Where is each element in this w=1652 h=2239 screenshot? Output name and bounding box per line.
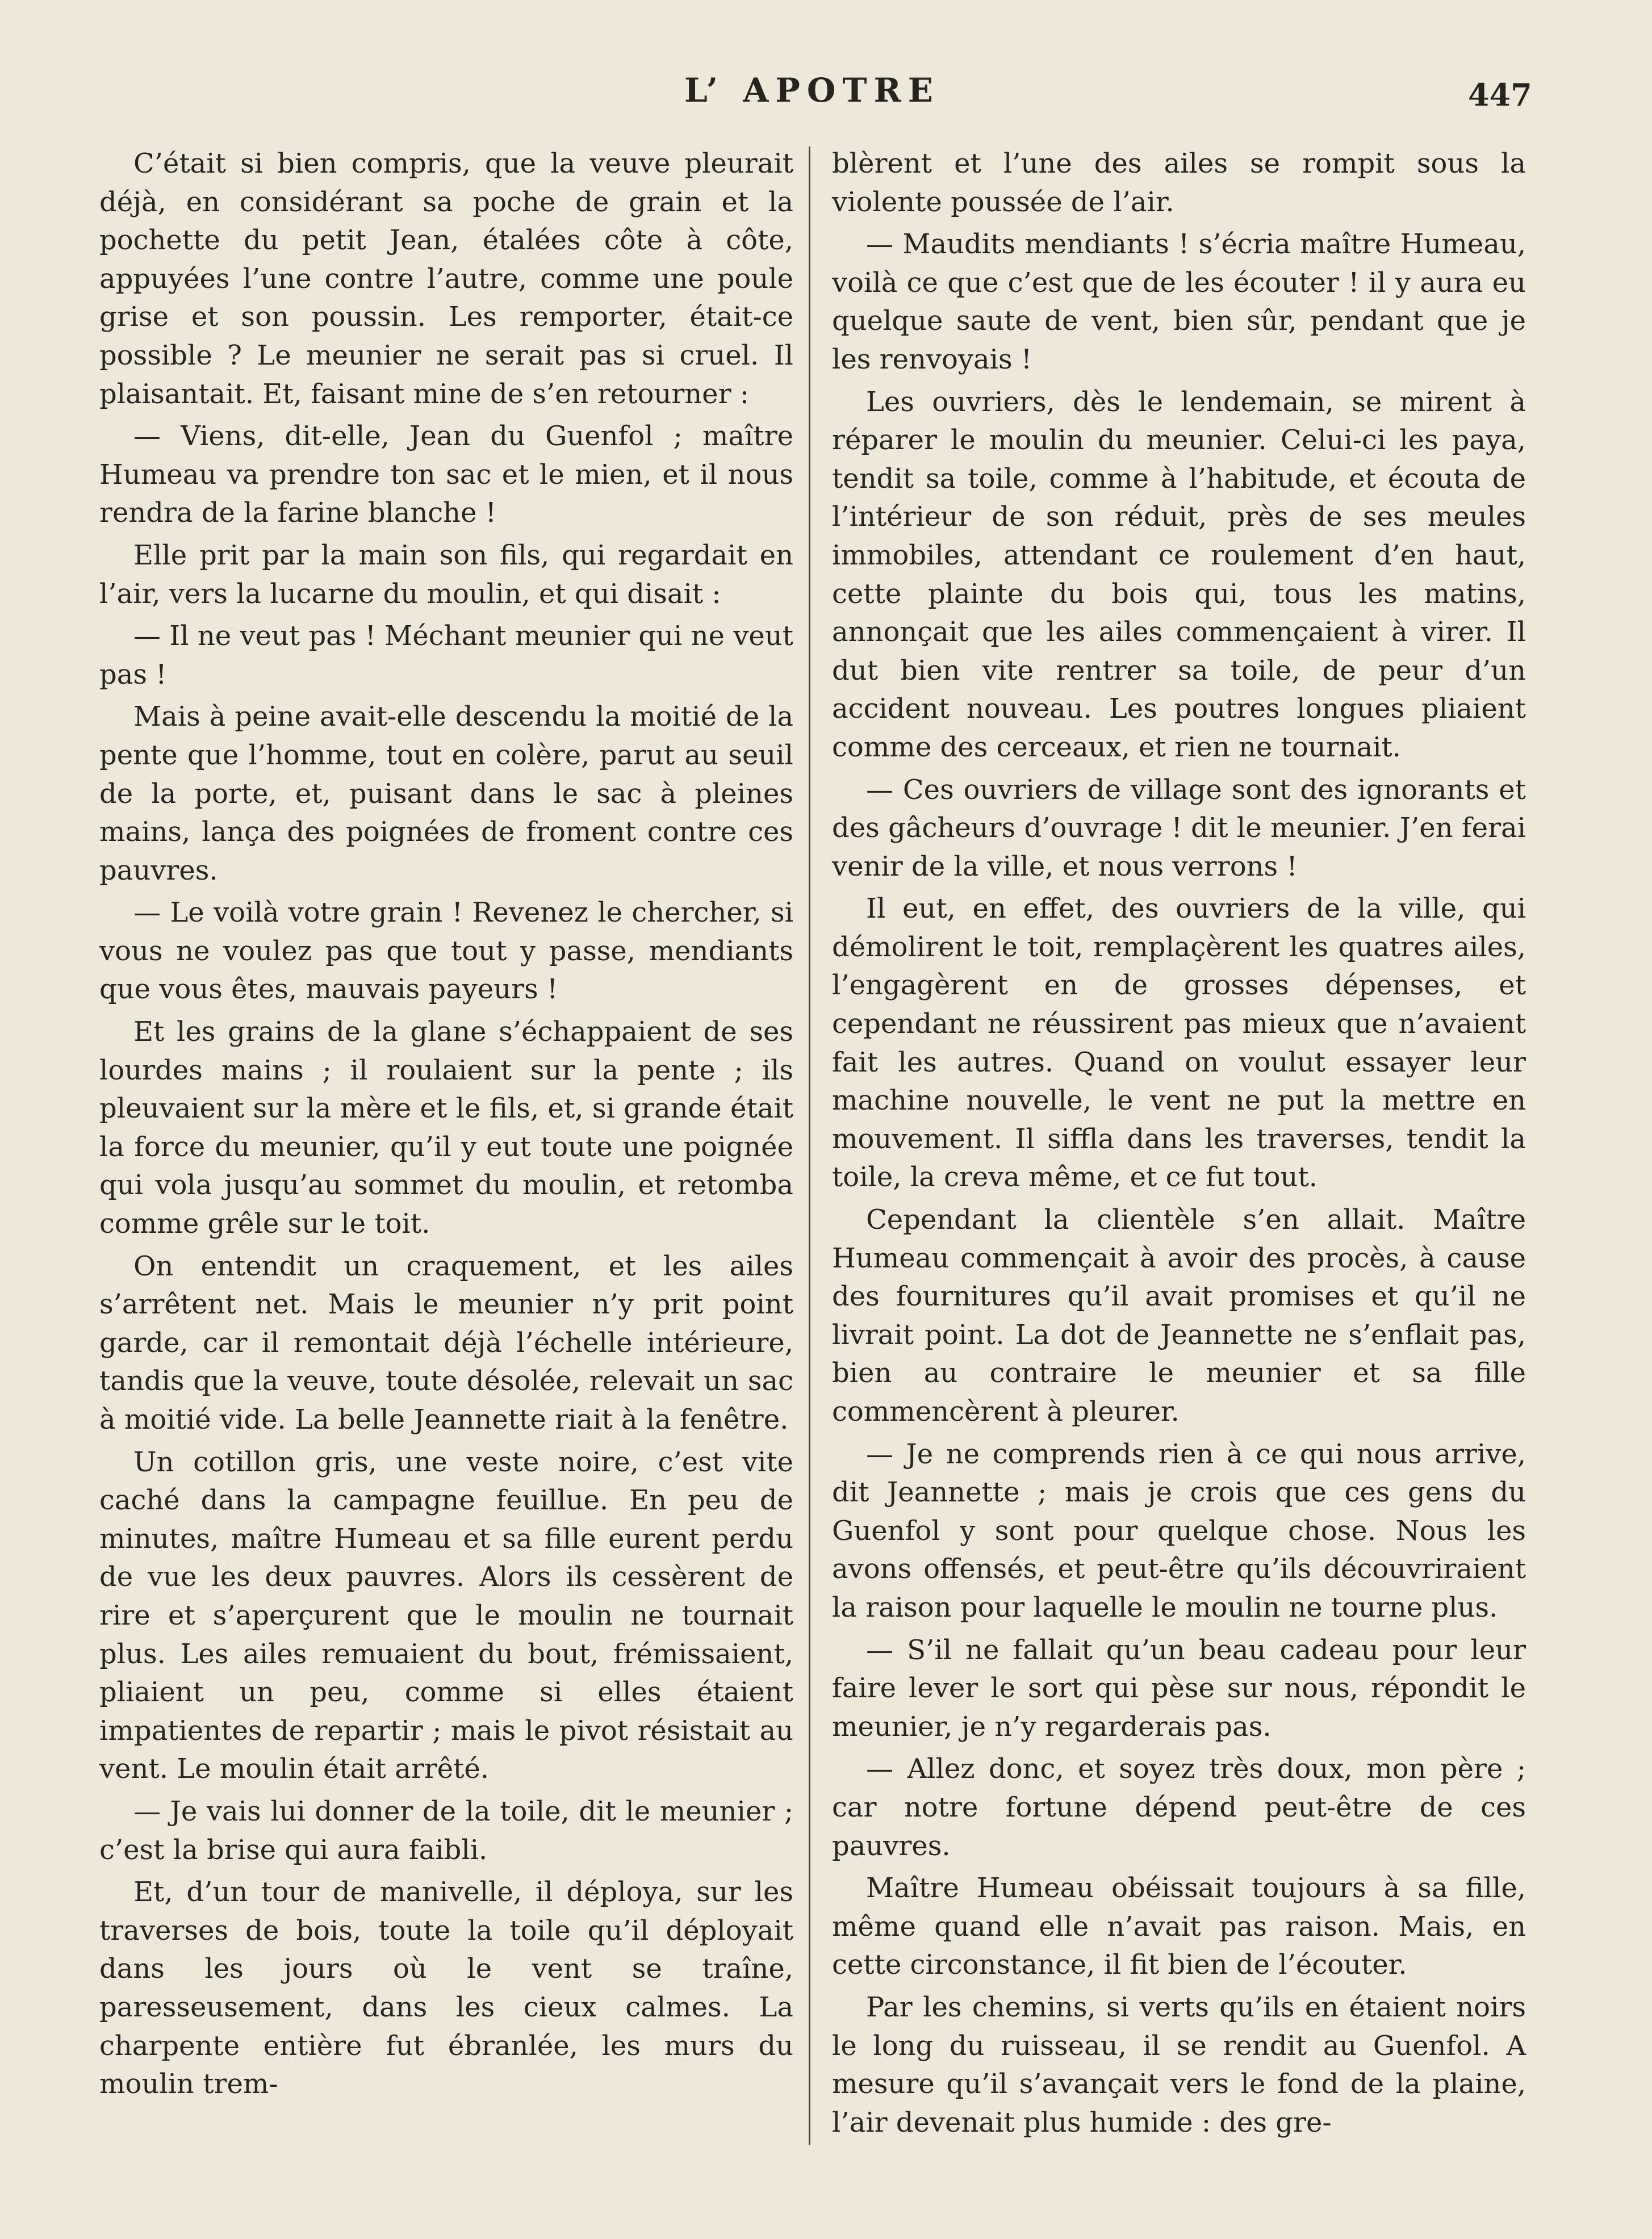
paragraph: — Maudits mendiants ! s’écria maître Humeau, voilà ce que c’est que de les écouter ! il y aura eu quelque saute de vent, bien sûr, pendant que je les renvoyais ! [832,228,1526,375]
right-column [832,145,1526,2146]
paragraph: Maître Humeau obéissait toujours à sa fille, même quand elle n’avait pas raison. Mais, en cette circonstance, il fit bien de l’écouter. [832,1872,1526,1981]
paragraph: Par les chemins, si verts qu’ils en étaient noirs le long du ruisseau, il se rendit au Guenfol. A mesure qu’il s’avançait vers le fond de la plaine, l’air devenait plus humide : des gre- [832,1991,1526,2138]
running-head [0,71,1652,116]
paragraph: — Je vais lui donner de la toile, dit le meunier ; c’est la brise qui aura faibli. [99,1795,793,1866]
paragraph: Les ouvriers, dès le lendemain, se mirent à réparer le moulin du meunier. Celui-ci les paya, tendit sa toile, comme à l’habitude, et écouta de l’intérieur de son réduit, près de ses meules immobiles, attendant ce roulement d’en haut, cette plainte du bois qui, tous les matins, annonçait que les ailes commençaient à virer. Il dut bien vite rentrer sa toile, de peur d’un accident nouveau. Les poutres longues pliaient comme des cerceaux, et rien ne tournait. [832,386,1526,763]
paragraph: Mais à peine avait-elle descendu la moitié de la pente que l’homme, tout en colère, parut au seuil de la porte, et, puisant dans le sac à pleines mains, lança des poignées de froment contre ces pauvres. [99,701,793,886]
running-title: L’ APOTRE [684,71,940,110]
paragraph: Il eut, en effet, des ouvriers de la ville, qui démolirent le toit, remplaçèrent les quatres ailes, l’engagèrent en de grosses dépenses, et cependant ne réussirent pas mieux que n’avaient fait les autres. Quand on voulut essayer leur machine nouvelle, le vent ne put la mettre en mouvement. Il siffla dans les traverses, tendit la toile, la creva même, et ce fut tout. [832,893,1526,1194]
column-divider [809,147,810,2145]
left-column [99,145,793,2108]
paragraph: — Le voilà votre grain ! Revenez le chercher, si vous ne voulez pas que tout y passe, mendiants que vous êtes, mauvais payeurs ! [99,897,793,1006]
paragraph: — Viens, dit-elle, Jean du Guenfol ; maître Humeau va prendre ton sac et le mien, et il nous rendra de la farine blanche ! [99,420,793,529]
paragraph: C’était si bien compris, que la veuve pleurait déjà, en considérant sa poche de grain et la pochette du petit Jean, étalées côte à côte, appuyées l’une contre l’autre, comme une poule grise et son poussin. Les remporter, était-ce possible ? Le meunier ne serait pas si cruel. Il plaisantait. Et, faisant mine de s’en retourner : [99,148,793,410]
paragraph: On entendit un craquement, et les ailes s’arrêtent net. Mais le meunier n’y prit point garde, car il remontait déjà l’échelle intérieure, tandis que la veuve, toute désolée, relevait un sac à moitié vide. La belle Jeannette riait à la fenêtre. [99,1250,793,1436]
paragraph: — Il ne veut pas ! Méchant meunier qui ne veut pas ! [99,620,793,690]
paragraph: — Ces ouvriers de village sont des ignorants et des gâcheurs d’ouvrage ! dit le meunier. J’en ferai venir de la ville, et nous verrons ! [832,773,1526,882]
paragraph: Cependant la clientèle s’en allait. Maître Humeau commençait à avoir des procès, à cause des fournitures qu’il avait promises et qu’il ne livrait point. La dot de Jeannette ne s’enflait pas, bien au contraire le meunier et sa fille commencèrent à pleurer. [832,1204,1526,1428]
paragraph: — S’il ne fallait qu’un beau cadeau pour leur faire lever le sort qui pèse sur nous, répondit le meunier, je n’y regarderais pas. [832,1634,1526,1743]
paragraph: Et les grains de la glane s’échappaient de ses lourdes mains ; il roulaient sur la pente ; ils pleuvaient sur la mère et le fils, et, si grande était la force du meunier, qu’il y eut toute une poignée qui vola jusqu’au sommet du moulin, et retomba comme grêle sur le toit. [99,1016,793,1240]
paragraph: Et, d’un tour de manivelle, il déploya, sur les traverses de bois, toute la toile qu’il déployait dans les jours où le vent se traîne, paresseusement, dans les cieux calmes. La charpente entière fut ébranlée, les murs du moulin trem- [99,1876,793,2100]
paragraph: — Allez donc, et soyez très doux, mon père ; car notre fortune dépend peut-être de ces pauvres. [832,1753,1526,1862]
paragraph: Un cotillon gris, une veste noire, c’est vite caché dans la campagne feuillue. En peu de minutes, maître Humeau et sa fille eurent perdu de vue les deux pauvres. Alors ils cessèrent de rire et s’aperçurent que le moulin ne tournait plus. Les ailes remuaient du bout, frémissaient, pliaient un peu, comme si elles étaient impatientes de repartir ; mais le pivot résistait au vent. Le moulin était arrêté. [99,1446,793,1785]
paragraph: Elle prit par la main son fils, qui regardait en l’air, vers la lucarne du moulin, et qui disait : [99,539,793,610]
page-number: 447 [1468,77,1532,113]
paragraph: — Je ne comprends rien à ce qui nous arrive, dit Jeannette ; mais je crois que ces gens du Guenfol y sont pour quelque chose. Nous les avons offensés, et peut-être qu’ils découvriraient la raison pour laquelle le moulin ne tourne plus. [832,1438,1526,1623]
paragraph-continued: blèrent et l’une des ailes se rompit sous la violente poussée de l’air. [832,148,1526,218]
